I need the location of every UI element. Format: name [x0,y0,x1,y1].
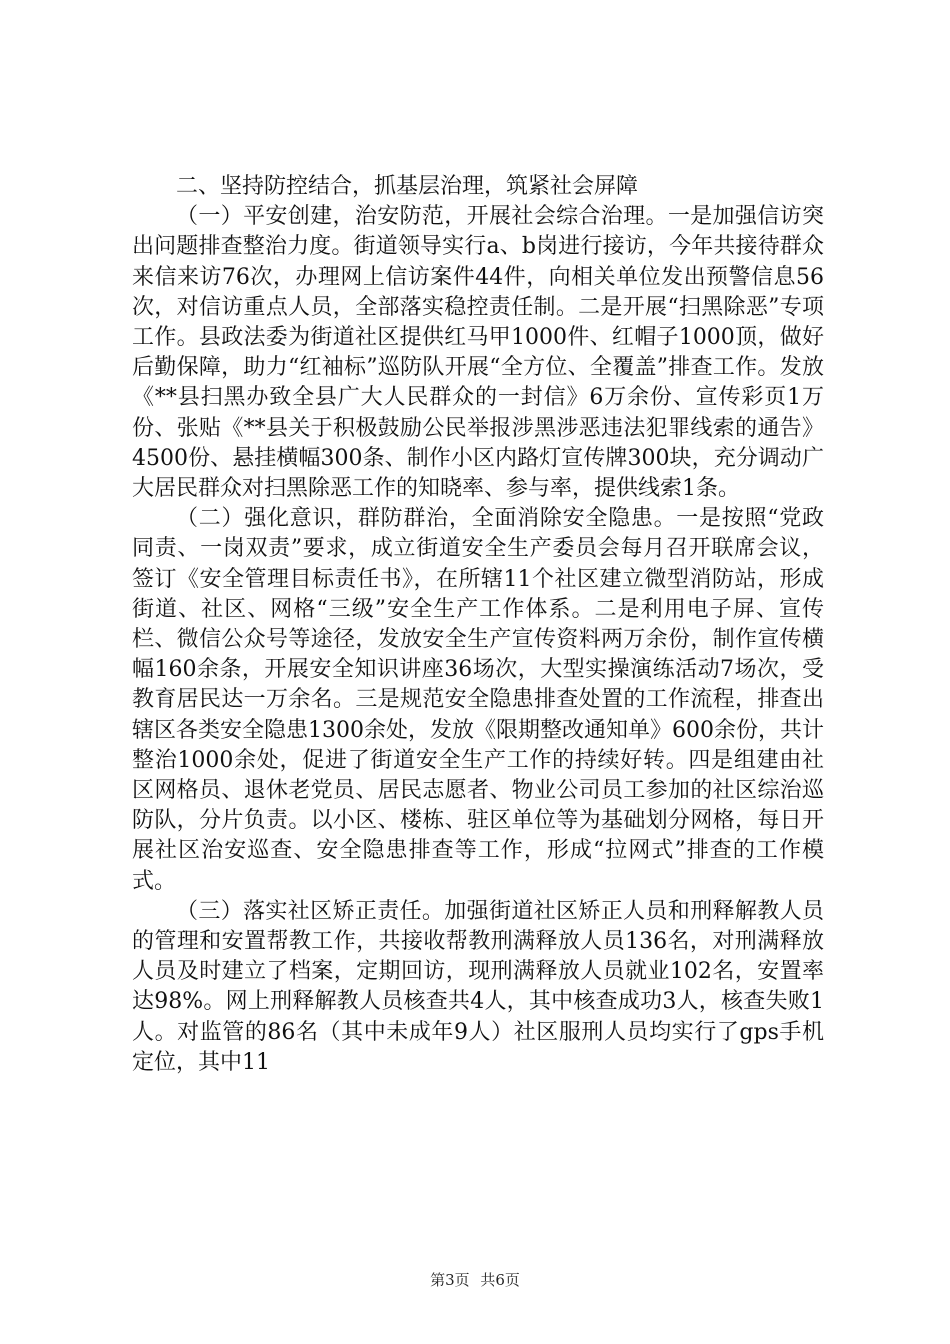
paragraph-community-correction: （三）落实社区矫正责任。加强街道社区矫正人员和刑释解教人员的管理和安置帮教工作，共接收帮教刑满释放人员136名，对刑满释放人员及时建立了档案，定期回访，现刑满释放人员就业102名，安置率达98%。网上刑释解教人员核查共4人，其中核查成功3人，核查失败1人。对监管的86名（其中未成年9人）社区服刑人员均实行了gps手机定位，其中11 [132,898,824,1075]
paragraph-safety-creation: （一）平安创建，治安防范，开展社会综合治理。一是加强信访突出问题排查整治力度。街道领导实行a、b岗进行接访，今年共接待群众来信来访76次，办理网上信访案件44件，向相关单位发出预警信息56次，对信访重点人员，全部落实稳控责任制。二是开展“扫黑除恶”专项工作。县政法委为街道社区提供红马甲1000件、红帽子1000顶，做好后勤保障，助力“红袖标”巡防队开展“全方位、全覆盖”排查工作。发放《**县扫黑办致全县广大人民群众的一封信》6万余份、宣传彩页1万份、张贴《**县关于积极鼓励公民举报涉黑涉恶违法犯罪线索的通告》4500份、悬挂横幅300条、制作小区内路灯宣传牌300块，充分调动广大居民群众对扫黑除恶工作的知晓率、参与率，提供线索1条。 [132,204,824,502]
page-number-total: 共6页 [480,1271,520,1289]
page-footer [0,1270,950,1290]
section-heading: 二、坚持防控结合，抓基层治理，筑紧社会屏障 [176,174,639,199]
paragraph-safety-awareness: （二）强化意识，群防群治，全面消除安全隐患。一是按照“党政同责、一岗双责”要求，成立街道安全生产委员会每月召开联席会议，签订《安全管理目标责任书》，在所辖11个社区建立微型消防站，形成街道、社区、网格“三级”安全生产工作体系。二是利用电子屏、宣传栏、微信公众号等途径，发放安全生产宣传资料两万余份，制作宣传横幅160余条，开展安全知识讲座36场次，大型实操演练活动7场次，受教育居民达一万余名。三是规范安全隐患排查处置的工作流程，排查出辖区各类安全隐患1300余处，发放《限期整改通知单》600余份，共计整治1000余处，促进了街道安全生产工作的持续好转。四是组建由社区网格员、退休老党员、居民志愿者、物业公司员工参加的社区综治巡防队，分片负责。以小区、楼栋、驻区单位等为基础划分网格，每日开展社区治安巡查、安全隐患排查等工作，形成“拉网式”排查的工作模式。 [132,506,824,894]
document-body [132,172,824,1078]
page-number-current: 第3页 [430,1271,470,1289]
